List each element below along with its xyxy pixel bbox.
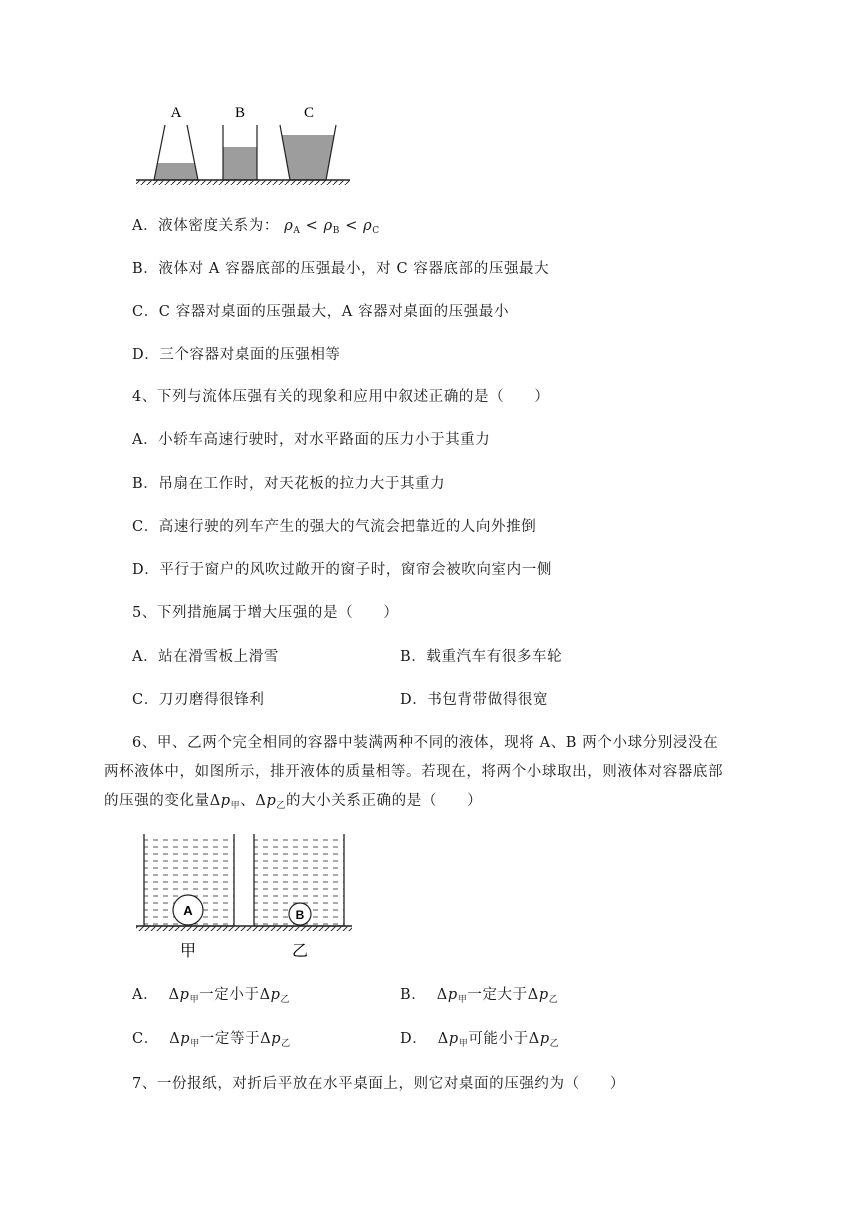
delta: Δ bbox=[168, 987, 180, 1003]
p-symbol: p bbox=[179, 987, 190, 1003]
q6-option-d-text: 可能小于 bbox=[468, 1031, 529, 1047]
q6-option-d bbox=[400, 1029, 559, 1054]
less-than: < bbox=[305, 218, 319, 234]
p-sub-jia: 甲 bbox=[230, 801, 241, 811]
table-hatch bbox=[136, 180, 350, 185]
ball-a-label: A bbox=[183, 903, 193, 918]
beakers-figure bbox=[132, 830, 357, 965]
p-symbol: p bbox=[266, 793, 277, 809]
q5-option-d: D．书包背带做得很宽 bbox=[400, 692, 549, 708]
liquid-a bbox=[154, 163, 198, 180]
table-hatch-2 bbox=[136, 926, 352, 931]
p-sub-jia: 甲 bbox=[457, 995, 468, 1005]
q6-stem bbox=[104, 729, 724, 821]
q4-stem: 4、下列与流体压强有关的现象和应用中叙述正确的是（ ） bbox=[132, 389, 550, 405]
q5-stem: 5、下列措施属于增大压强的是（ ） bbox=[132, 605, 399, 621]
q6-option-c-letter: C． bbox=[132, 1031, 159, 1047]
p-symbol: p bbox=[270, 987, 281, 1003]
delta: Δ bbox=[528, 1031, 540, 1047]
q6-option-c-text: 一定等于 bbox=[199, 1031, 261, 1047]
label-yi: 乙 bbox=[291, 941, 309, 960]
q6-stem-text: 6、甲、乙两个完全相同的容器中装满两种不同的液体，现将 A、B 两个小球分别浸没在两杯液体中，如图所示，排开液体的质量相等。若现在，将两个小球取出，则液体对容器底部的压强的变化量Δ bbox=[104, 735, 724, 809]
rho-sub-b: B bbox=[332, 226, 340, 236]
p-symbol: p bbox=[271, 1031, 282, 1047]
p-sub-yi: 乙 bbox=[276, 801, 286, 811]
rho-sub-a: A bbox=[293, 226, 301, 236]
p-symbol: p bbox=[538, 987, 549, 1003]
ball-b-label: B bbox=[295, 908, 305, 922]
q3-option-b: B．液体对 A 容器底部的压强最小，对 C 容器底部的压强最大 bbox=[132, 261, 550, 277]
p-sub-yi: 乙 bbox=[548, 995, 559, 1005]
container-label-b: B bbox=[234, 105, 246, 121]
p-sub-yi: 乙 bbox=[281, 1039, 291, 1049]
q4-option-d: D．平行于窗户的风吹过敞开的窗子时，窗帘会被吹向室内一侧 bbox=[132, 562, 552, 578]
q7-stem: 7、一份报纸，对折后平放在水平桌面上，则它对桌面的压强约为（ ） bbox=[132, 1076, 626, 1092]
delta: Δ bbox=[260, 1031, 272, 1047]
q6-stem-text-end: 的大小关系正确的是（ ） bbox=[285, 793, 483, 809]
label-jia: 甲 bbox=[179, 941, 197, 960]
delta: Δ bbox=[259, 987, 271, 1003]
p-symbol: p bbox=[220, 793, 231, 809]
q4-option-c: C．高速行驶的列车产生的强大的气流会把靠近的人向外推倒 bbox=[132, 519, 537, 535]
q6-option-a-letter: A． bbox=[132, 987, 159, 1003]
q6-option-a-text: 一定小于 bbox=[199, 987, 260, 1003]
q3-option-c: C．C 容器对桌面的压强最大，A 容器对桌面的压强最小 bbox=[132, 304, 510, 320]
p-sub-yi: 乙 bbox=[549, 1039, 560, 1049]
delta: Δ bbox=[437, 1031, 449, 1047]
q5-option-a: A．站在滑雪板上滑雪 bbox=[132, 649, 279, 665]
q4-option-b: B．吊扇在工作时，对天花板的拉力大于其重力 bbox=[132, 476, 446, 492]
q3-option-a-text: A．液体密度关系为： bbox=[132, 218, 279, 234]
containers-figure bbox=[130, 100, 360, 190]
delta: Δ bbox=[169, 1031, 181, 1047]
q6-stem-sep: 、Δ bbox=[240, 793, 267, 809]
container-label-c: C bbox=[303, 105, 315, 121]
p-symbol: p bbox=[447, 987, 458, 1003]
p-symbol: p bbox=[448, 1031, 459, 1047]
q6-option-b-letter: B． bbox=[400, 987, 427, 1003]
q6-option-a bbox=[132, 985, 290, 1010]
q5-option-b: B．载重汽车有很多车轮 bbox=[400, 649, 563, 665]
delta: Δ bbox=[436, 987, 448, 1003]
q6-option-b bbox=[400, 985, 558, 1010]
q6-option-b-text: 一定大于 bbox=[467, 987, 528, 1003]
less-than: < bbox=[345, 218, 358, 234]
q6-option-d-letter: D． bbox=[400, 1031, 428, 1047]
p-symbol: p bbox=[180, 1031, 191, 1047]
delta: Δ bbox=[527, 987, 539, 1003]
rho-symbol: ρ bbox=[284, 218, 294, 234]
liquid-b bbox=[223, 147, 257, 180]
rho-symbol: ρ bbox=[363, 218, 373, 234]
q3-option-a bbox=[132, 216, 380, 241]
q6-option-c bbox=[132, 1029, 291, 1054]
liquid-c bbox=[282, 135, 334, 180]
rho-sub-c: C bbox=[372, 226, 380, 236]
q5-option-c: C．刀刃磨得很锋利 bbox=[132, 692, 265, 708]
q4-option-a: A．小轿车高速行驶时，对水平路面的压力小于其重力 bbox=[132, 432, 491, 448]
p-sub-jia: 甲 bbox=[190, 1039, 200, 1049]
q3-option-d: D．三个容器对桌面的压强相等 bbox=[132, 347, 341, 363]
p-sub-jia: 甲 bbox=[458, 1039, 469, 1049]
p-sub-jia: 甲 bbox=[189, 995, 200, 1005]
p-sub-yi: 乙 bbox=[280, 995, 291, 1005]
p-symbol: p bbox=[539, 1031, 550, 1047]
rho-symbol: ρ bbox=[323, 218, 333, 234]
container-label-a: A bbox=[170, 105, 182, 121]
